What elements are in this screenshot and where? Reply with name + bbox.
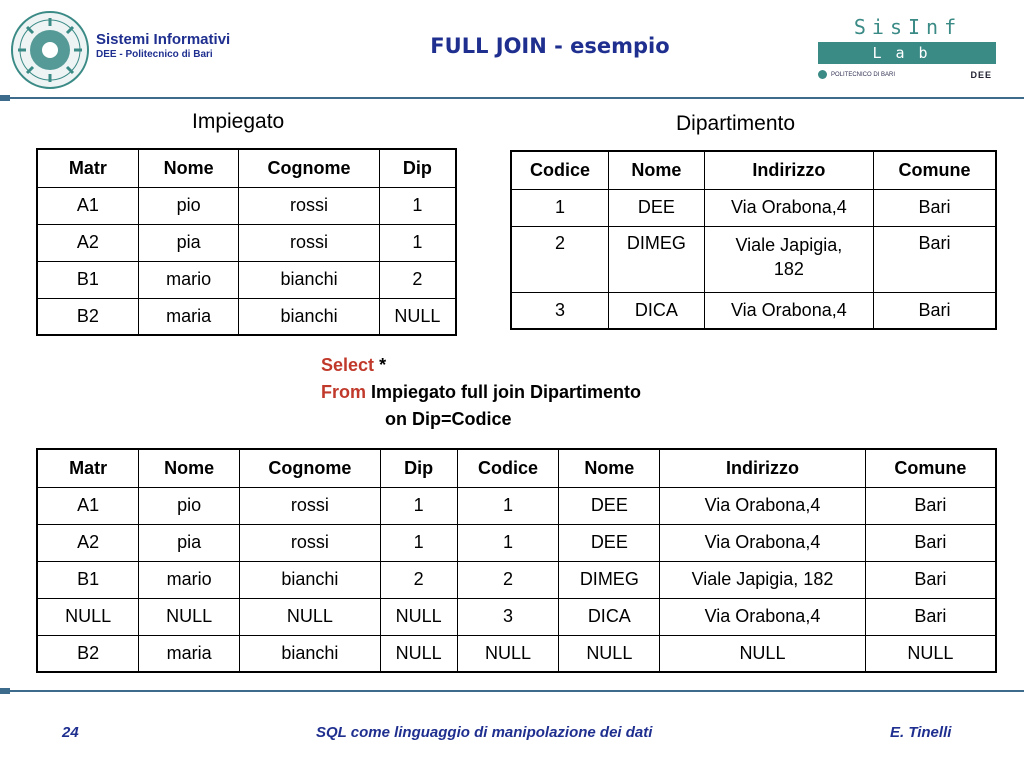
sql-query xyxy=(321,352,641,433)
table-cell: B1 xyxy=(37,561,139,598)
table-cell: Via Orabona,4 xyxy=(704,292,873,329)
impiegato-table xyxy=(36,148,457,336)
table-cell: rossi xyxy=(240,487,381,524)
brand-block xyxy=(96,32,230,61)
column-header: Matr xyxy=(37,449,139,487)
table-row xyxy=(511,189,996,226)
impiegato-caption: Impiegato xyxy=(192,110,285,133)
table-cell: Via Orabona,4 xyxy=(660,524,865,561)
footer-course-title: SQL come linguaggio di manipolazione dei dati xyxy=(316,724,653,741)
table-row xyxy=(37,598,996,635)
lab-logo-line1: SisInf xyxy=(853,15,963,39)
table-cell: rossi xyxy=(240,524,381,561)
table-cell: Viale Japigia, 182 xyxy=(660,561,865,598)
table-cell: DIMEG xyxy=(609,226,705,292)
column-header: Nome xyxy=(138,149,238,187)
lab-logo-line3 xyxy=(818,68,998,82)
table-cell: 2 xyxy=(511,226,609,292)
table-cell: DEE xyxy=(609,189,705,226)
gear-icon xyxy=(818,70,827,79)
table-row xyxy=(37,524,996,561)
table-cell: pio xyxy=(138,187,238,224)
table-cell: rossi xyxy=(239,224,379,261)
lab-logo-line2: Lab xyxy=(818,42,996,64)
dipartimento-caption: Dipartimento xyxy=(676,112,796,135)
table-cell: NULL xyxy=(559,635,660,672)
table-row xyxy=(37,635,996,672)
table-row xyxy=(37,187,456,224)
table-cell: 2 xyxy=(457,561,559,598)
table-cell: 1 xyxy=(379,187,456,224)
lab-logo-institution: POLITECNICO DI BARI xyxy=(831,72,896,78)
table-cell: pio xyxy=(139,487,240,524)
table-cell: NULL xyxy=(380,598,457,635)
column-header: Codice xyxy=(511,151,609,189)
table-cell: DEE xyxy=(559,487,660,524)
table-cell: 2 xyxy=(380,561,457,598)
table-cell: NULL xyxy=(660,635,865,672)
column-header: Indirizzo xyxy=(704,151,873,189)
table-cell: mario xyxy=(139,561,240,598)
table-cell: bianchi xyxy=(240,561,381,598)
table-cell: rossi xyxy=(239,187,379,224)
table-cell: NULL xyxy=(457,635,559,672)
table-cell: bianchi xyxy=(239,298,379,335)
column-header: Nome xyxy=(559,449,660,487)
table-row xyxy=(37,561,996,598)
table-cell: A1 xyxy=(37,187,138,224)
brand-title: Sistemi Informativi xyxy=(96,31,231,48)
column-header: Comune xyxy=(865,449,996,487)
table-cell: 1 xyxy=(457,524,559,561)
from-line xyxy=(321,379,641,406)
column-header: Nome xyxy=(139,449,240,487)
table-cell: A2 xyxy=(37,224,138,261)
table-cell: A2 xyxy=(37,524,139,561)
table-cell: 2 xyxy=(379,261,456,298)
table-cell: Bari xyxy=(873,226,996,292)
table-cell: NULL xyxy=(240,598,381,635)
table-cell: A1 xyxy=(37,487,139,524)
select-line xyxy=(321,352,641,379)
footer-author: E. Tinelli xyxy=(890,724,952,741)
table-cell: 3 xyxy=(457,598,559,635)
table-cell: B2 xyxy=(37,298,138,335)
table-row xyxy=(511,226,996,292)
table-cell: NULL xyxy=(379,298,456,335)
table-cell: Bari xyxy=(865,598,996,635)
table-cell: 1 xyxy=(379,224,456,261)
from-keyword: From xyxy=(321,382,366,402)
table-cell: DICA xyxy=(559,598,660,635)
table-cell: maria xyxy=(139,635,240,672)
table-cell: pia xyxy=(139,524,240,561)
table-header-row xyxy=(511,151,996,189)
from-clause: Impiegato full join Dipartimento xyxy=(371,382,642,402)
column-header: Dip xyxy=(380,449,457,487)
table-cell: 1 xyxy=(380,524,457,561)
page-number: 24 xyxy=(62,724,79,741)
table-cell: 1 xyxy=(380,487,457,524)
table-cell: NULL xyxy=(37,598,139,635)
column-header: Comune xyxy=(873,151,996,189)
table-cell: 1 xyxy=(457,487,559,524)
politecnico-seal-logo xyxy=(10,10,90,90)
sisinf-lab-logo xyxy=(818,14,998,84)
brand-subtitle: DEE - Politecnico di Bari xyxy=(96,49,213,60)
result-table xyxy=(36,448,997,673)
table-cell: Viale Japigia, 182 xyxy=(704,226,873,292)
table-row xyxy=(37,261,456,298)
footer-divider xyxy=(0,688,1024,694)
table-cell: B1 xyxy=(37,261,138,298)
column-header: Cognome xyxy=(240,449,381,487)
table-cell: bianchi xyxy=(239,261,379,298)
dee-mark: DEE xyxy=(970,70,992,80)
on-line: on Dip=Codice xyxy=(385,409,512,429)
table-cell: pia xyxy=(138,224,238,261)
table-cell: DEE xyxy=(559,524,660,561)
header-divider xyxy=(0,95,1024,101)
slide-title: FULL JOIN - esempio xyxy=(430,34,670,58)
table-cell: Via Orabona,4 xyxy=(704,189,873,226)
table-cell: Via Orabona,4 xyxy=(660,487,865,524)
table-cell: 1 xyxy=(511,189,609,226)
table-cell: Bari xyxy=(865,524,996,561)
table-header-row xyxy=(37,149,456,187)
column-header: Codice xyxy=(457,449,559,487)
table-cell: bianchi xyxy=(240,635,381,672)
table-cell: DICA xyxy=(609,292,705,329)
dipartimento-table xyxy=(510,150,997,330)
column-header: Dip xyxy=(379,149,456,187)
table-row xyxy=(37,224,456,261)
select-columns: * xyxy=(379,355,387,375)
table-cell: B2 xyxy=(37,635,139,672)
column-header: Matr xyxy=(37,149,138,187)
table-cell: mario xyxy=(138,261,238,298)
table-cell: Bari xyxy=(873,189,996,226)
table-cell: NULL xyxy=(139,598,240,635)
table-cell: 3 xyxy=(511,292,609,329)
table-cell: Via Orabona,4 xyxy=(660,598,865,635)
table-cell: Bari xyxy=(865,487,996,524)
column-header: Cognome xyxy=(239,149,379,187)
table-cell: NULL xyxy=(865,635,996,672)
table-cell: NULL xyxy=(380,635,457,672)
table-cell: DIMEG xyxy=(559,561,660,598)
table-cell: Bari xyxy=(873,292,996,329)
table-row xyxy=(511,292,996,329)
table-row xyxy=(37,298,456,335)
table-cell: maria xyxy=(138,298,238,335)
table-row xyxy=(37,487,996,524)
table-header-row xyxy=(37,449,996,487)
column-header: Nome xyxy=(609,151,705,189)
select-keyword: Select xyxy=(321,355,375,375)
table-cell: Bari xyxy=(865,561,996,598)
column-header: Indirizzo xyxy=(660,449,865,487)
